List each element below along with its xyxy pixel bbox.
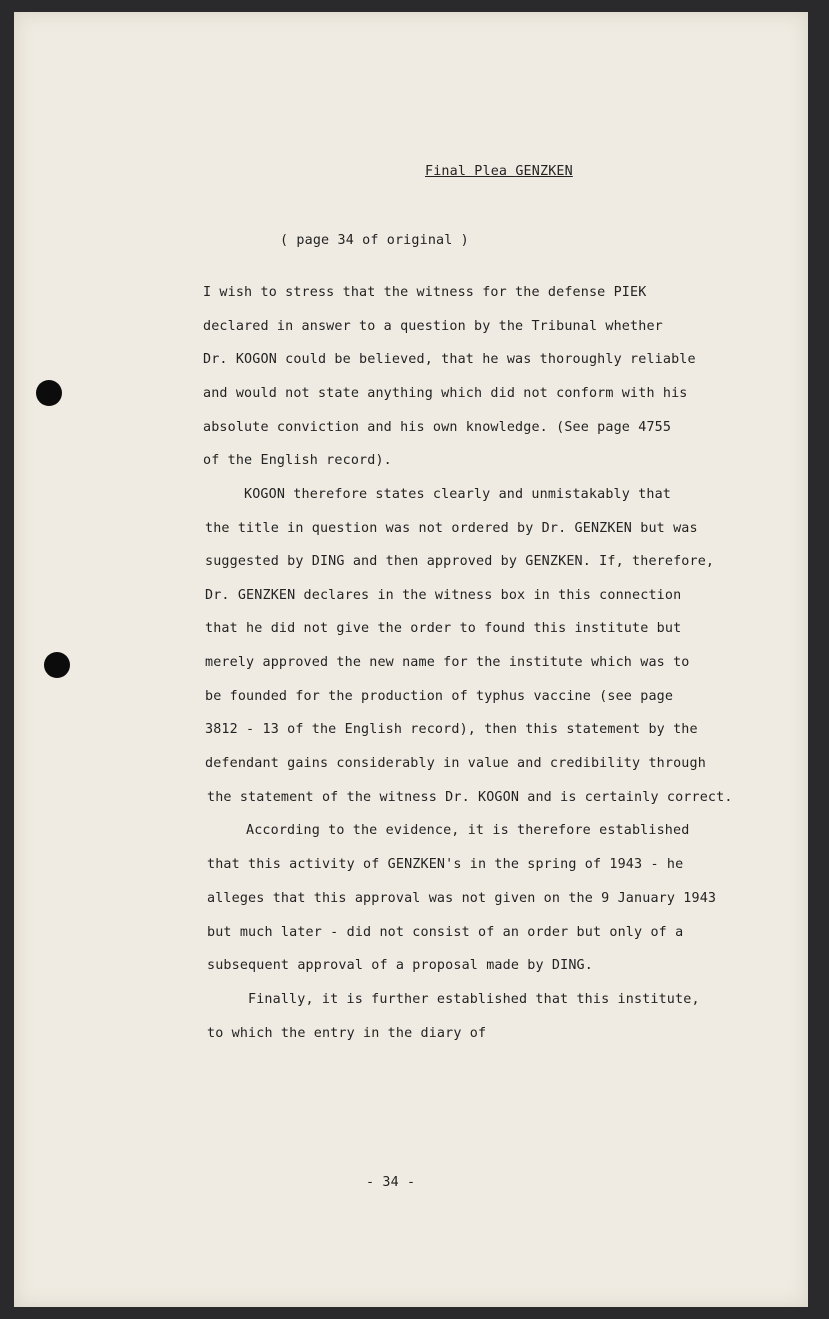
- page-number: - 34 -: [366, 1175, 416, 1190]
- body-line-18: that this activity of GENZKEN's in the spring of 1943 - he: [207, 857, 684, 872]
- body-line-12: merely approved the new name for the institute which was to: [205, 655, 690, 670]
- body-line-3: Dr. KOGON could be believed, that he was thoroughly reliable: [203, 352, 696, 367]
- body-line-15: defendant gains considerably in value and credibility through: [205, 756, 706, 771]
- title-name: GENZKEN: [515, 164, 573, 179]
- body-line-20: but much later - did not consist of an order but only of a: [207, 925, 684, 940]
- body-line-13: be founded for the production of typhus vaccine (see page: [205, 689, 674, 704]
- body-line-6: of the English record).: [203, 453, 392, 468]
- body-line-22: Finally, it is further established that this institute,: [248, 992, 700, 1007]
- body-line-10: Dr. GENZKEN declares in the witness box in this connection: [205, 588, 682, 603]
- body-line-21: subsequent approval of a proposal made by DING.: [207, 958, 593, 973]
- body-line-4: and would not state anything which did not conform with his: [203, 386, 688, 401]
- body-line-16: the statement of the witness Dr. KOGON and is certainly correct.: [207, 790, 733, 805]
- punch-hole-bottom: [44, 652, 70, 678]
- document-title: [425, 164, 573, 180]
- body-line-5: absolute conviction and his own knowledge. (See page 4755: [203, 420, 672, 435]
- body-line-7: KOGON therefore states clearly and unmistakably that: [244, 487, 672, 502]
- page-reference: ( page 34 of original ): [280, 233, 469, 248]
- body-line-14: 3812 - 13 of the English record), then this statement by the: [205, 722, 698, 737]
- body-line-9: suggested by DING and then approved by GENZKEN. If, therefore,: [205, 554, 715, 569]
- document-page: [14, 12, 808, 1307]
- body-line-23: to which the entry in the diary of: [207, 1026, 487, 1041]
- title-prefix: Final Plea: [425, 164, 516, 179]
- body-line-17: According to the evidence, it is therefore established: [246, 823, 690, 838]
- body-line-8: the title in question was not ordered by Dr. GENZKEN but was: [205, 521, 698, 536]
- body-line-2: declared in answer to a question by the Tribunal whether: [203, 319, 663, 334]
- body-line-11: that he did not give the order to found this institute but: [205, 621, 682, 636]
- body-line-19: alleges that this approval was not given on the 9 January 1943: [207, 891, 717, 906]
- punch-hole-top: [36, 380, 62, 406]
- body-line-1: I wish to stress that the witness for the defense PIEK: [203, 285, 647, 300]
